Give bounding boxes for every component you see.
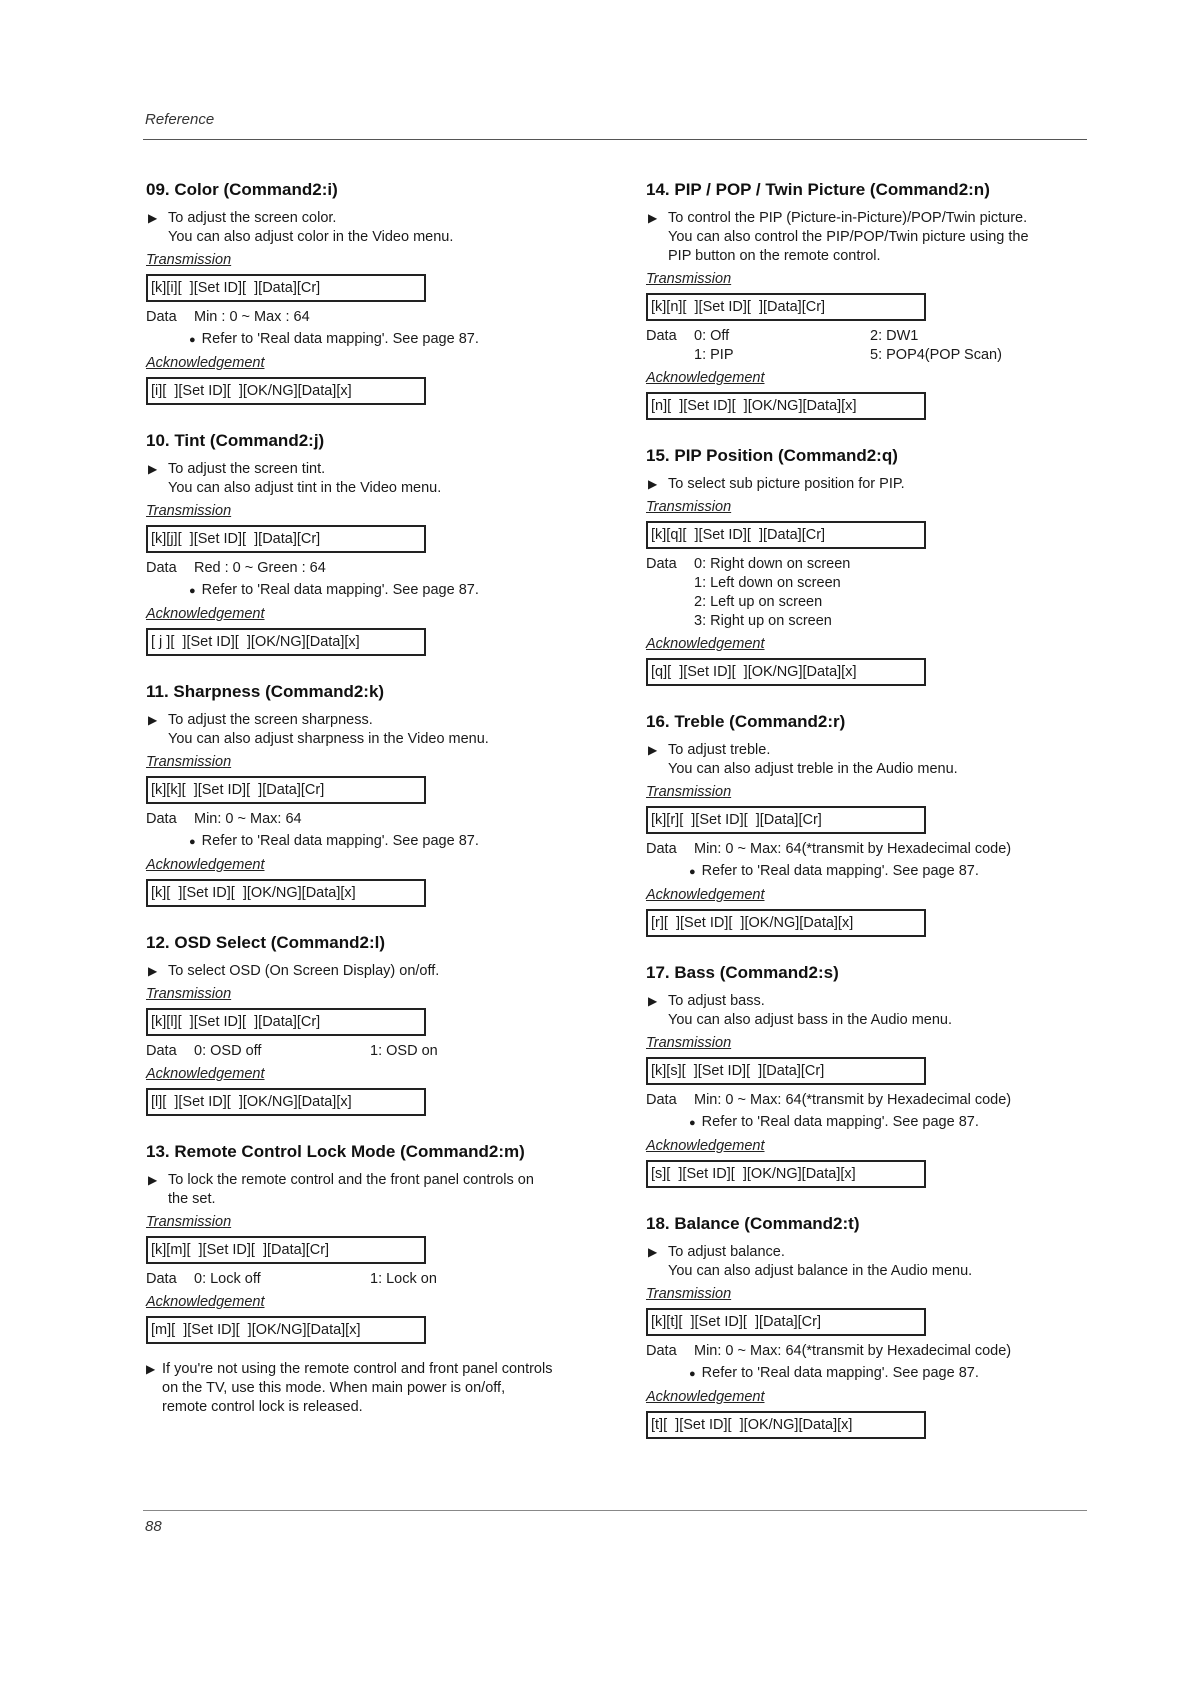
data-value: 0: OSD off — [194, 1043, 262, 1059]
transmission-box: [k][n][ ][Set ID][ ][Data][Cr] — [646, 293, 926, 321]
section-description — [646, 992, 1106, 1030]
left-column — [146, 180, 606, 1443]
transmission-label: Transmission — [146, 986, 232, 1002]
note-text: Refer to 'Real data mapping'. See page 87. — [701, 1365, 979, 1381]
desc-line: To select OSD (On Screen Display) on/off. — [168, 963, 440, 979]
desc-line: the set. — [168, 1191, 216, 1207]
section-title: 18. Balance (Command2:t) — [646, 1214, 860, 1233]
note-text: Refer to 'Real data mapping'. See page 87. — [201, 582, 479, 598]
desc-line: To adjust bass. — [668, 993, 765, 1009]
transmission-box: [k][r][ ][Set ID][ ][Data][Cr] — [646, 806, 926, 834]
section-header: Reference — [145, 111, 215, 128]
data-lead: Data — [646, 328, 677, 344]
bullet-icon: ● — [189, 836, 196, 848]
desc-line: To adjust the screen tint. — [168, 461, 326, 477]
note — [646, 1364, 1106, 1384]
note — [646, 862, 1106, 882]
bullet-icon: ● — [689, 866, 696, 878]
arrow-right-icon: ▶ — [148, 462, 158, 476]
section-bass — [646, 963, 1106, 1188]
section-description — [646, 475, 1106, 494]
data-row — [146, 1042, 606, 1061]
data-row — [646, 1091, 1106, 1110]
data-lead: Data — [646, 556, 677, 572]
data-lead: Data — [146, 1043, 177, 1059]
data-row — [146, 1270, 606, 1289]
section-description — [146, 711, 606, 749]
data-value: Min: 0 ~ Max: 64(*transmit by Hexadecimal code) — [694, 841, 1012, 857]
section-title: 17. Bass (Command2:s) — [646, 963, 839, 982]
section-title: 14. PIP / POP / Twin Picture (Command2:n) — [646, 180, 990, 199]
desc-line: You can also control the PIP/POP/Twin picture using the — [668, 229, 1029, 245]
section-pip-position — [646, 446, 1106, 686]
ack-label: Acknowledgement — [646, 370, 765, 386]
data-value: 2: DW1 — [870, 328, 919, 344]
desc-line: PIP button on the remote control. — [668, 248, 881, 264]
data-value: Min: 0 ~ Max: 64 — [194, 811, 302, 827]
transmission-box: [k][q][ ][Set ID][ ][Data][Cr] — [646, 521, 926, 549]
section-description — [146, 962, 606, 981]
footer-rule — [143, 1510, 1087, 1511]
data-value: Min: 0 ~ Max: 64(*transmit by Hexadecimal code) — [694, 1092, 1012, 1108]
ack-label: Acknowledgement — [146, 1066, 265, 1082]
section-description — [646, 209, 1106, 266]
transmission-box: [k][l][ ][Set ID][ ][Data][Cr] — [146, 1008, 426, 1036]
data-value: 3: Right up on screen — [694, 613, 832, 629]
section-sharpness — [146, 682, 606, 907]
note — [646, 1113, 1106, 1133]
section-title: 15. PIP Position (Command2:q) — [646, 446, 898, 465]
section-title: 11. Sharpness (Command2:k) — [146, 682, 385, 701]
data-lead: Data — [146, 309, 177, 325]
note-text: Refer to 'Real data mapping'. See page 87. — [201, 331, 479, 347]
data-value: 1: Left down on screen — [694, 575, 841, 591]
section-osd-select — [146, 933, 606, 1116]
ack-label: Acknowledgement — [646, 1138, 765, 1154]
ack-box: [i][ ][Set ID][ ][OK/NG][Data][x] — [146, 377, 426, 405]
ack-label: Acknowledgement — [146, 857, 265, 873]
desc-line: To adjust balance. — [668, 1244, 785, 1260]
data-value: Red : 0 ~ Green : 64 — [194, 560, 326, 576]
ack-box: [l][ ][Set ID][ ][OK/NG][Data][x] — [146, 1088, 426, 1116]
ack-box: [r][ ][Set ID][ ][OK/NG][Data][x] — [646, 909, 926, 937]
note — [146, 832, 606, 852]
right-column — [646, 180, 1106, 1465]
transmission-label: Transmission — [646, 499, 732, 515]
section-remote-lock — [146, 1142, 606, 1417]
desc-line: You can also adjust treble in the Audio menu. — [668, 761, 958, 777]
section-description — [646, 741, 1106, 779]
note — [146, 330, 606, 350]
desc-line: To select sub picture position for PIP. — [668, 476, 905, 492]
section-description — [146, 1171, 606, 1209]
transmission-label: Transmission — [146, 252, 232, 268]
transmission-label: Transmission — [146, 503, 232, 519]
arrow-right-icon: ▶ — [148, 211, 158, 225]
data-value: 2: Left up on screen — [694, 594, 823, 610]
ack-label: Acknowledgement — [146, 355, 265, 371]
desc-line: To adjust treble. — [668, 742, 771, 758]
desc-line: You can also adjust tint in the Video menu. — [168, 480, 442, 496]
transmission-label: Transmission — [646, 1035, 732, 1051]
data-row — [646, 840, 1106, 859]
arrow-right-icon: ▶ — [148, 964, 158, 978]
data-value: 1: OSD on — [370, 1043, 438, 1059]
ack-box: [k][ ][Set ID][ ][OK/NG][Data][x] — [146, 879, 426, 907]
data-value: Min: 0 ~ Max: 64(*transmit by Hexadecimal code) — [694, 1343, 1012, 1359]
data-lead: Data — [146, 1271, 177, 1287]
transmission-box: [k][m][ ][Set ID][ ][Data][Cr] — [146, 1236, 426, 1264]
transmission-label: Transmission — [646, 271, 732, 287]
final-note — [146, 1360, 606, 1417]
bullet-icon: ● — [689, 1368, 696, 1380]
transmission-label: Transmission — [646, 1286, 732, 1302]
arrow-right-icon: ▶ — [648, 743, 658, 757]
section-title: 10. Tint (Command2:j) — [146, 431, 325, 450]
data-row — [646, 555, 1106, 574]
ack-box: [m][ ][Set ID][ ][OK/NG][Data][x] — [146, 1316, 426, 1344]
arrow-right-icon: ▶ — [648, 1245, 658, 1259]
page-number: 88 — [145, 1518, 162, 1535]
ack-label: Acknowledgement — [146, 1294, 265, 1310]
desc-line: You can also adjust bass in the Audio menu. — [668, 1012, 953, 1028]
desc-line: To control the PIP (Picture-in-Picture)/POP/Twin picture. — [668, 210, 1028, 226]
desc-line: You can also adjust sharpness in the Video menu. — [168, 731, 489, 747]
section-balance — [646, 1214, 1106, 1439]
bullet-icon: ● — [189, 334, 196, 346]
data-value: Min : 0 ~ Max : 64 — [194, 309, 310, 325]
header-rule — [143, 139, 1087, 140]
section-title: 16. Treble (Command2:r) — [646, 712, 846, 731]
section-description — [146, 460, 606, 498]
note-line: If you're not using the remote control and front panel controls — [162, 1361, 553, 1377]
data-row — [146, 308, 606, 327]
arrow-right-icon: ▶ — [648, 211, 658, 225]
section-description — [646, 1243, 1106, 1281]
desc-line: To adjust the screen sharpness. — [168, 712, 373, 728]
ack-label: Acknowledgement — [646, 887, 765, 903]
ack-box: [n][ ][Set ID][ ][OK/NG][Data][x] — [646, 392, 926, 420]
note-line: on the TV, use this mode. When main power is on/off, — [162, 1380, 506, 1396]
data-value: 0: Right down on screen — [694, 556, 851, 572]
transmission-label: Transmission — [146, 754, 232, 770]
data-row — [646, 327, 1106, 346]
data-row — [646, 1342, 1106, 1361]
desc-line: To lock the remote control and the front panel controls on — [168, 1172, 534, 1188]
note-text: Refer to 'Real data mapping'. See page 87. — [201, 833, 479, 849]
arrow-right-icon: ▶ — [648, 477, 658, 491]
section-treble — [646, 712, 1106, 937]
transmission-box: [k][k][ ][Set ID][ ][Data][Cr] — [146, 776, 426, 804]
section-color — [146, 180, 606, 405]
section-description — [146, 209, 606, 247]
section-title: 09. Color (Command2:i) — [146, 180, 338, 199]
data-lead: Data — [146, 811, 177, 827]
ack-label: Acknowledgement — [646, 636, 765, 652]
desc-line: To adjust the screen color. — [168, 210, 337, 226]
arrow-right-icon: ▶ — [148, 1173, 158, 1187]
data-value: 1: PIP — [694, 347, 734, 363]
data-lead: Data — [146, 560, 177, 576]
data-lead: Data — [646, 1092, 677, 1108]
ack-box: [q][ ][Set ID][ ][OK/NG][Data][x] — [646, 658, 926, 686]
desc-line: You can also adjust balance in the Audio menu. — [668, 1263, 973, 1279]
section-tint — [146, 431, 606, 656]
ack-box: [ j ][ ][Set ID][ ][OK/NG][Data][x] — [146, 628, 426, 656]
transmission-box: [k][i][ ][Set ID][ ][Data][Cr] — [146, 274, 426, 302]
note-text: Refer to 'Real data mapping'. See page 87. — [701, 863, 979, 879]
data-value: 0: Lock off — [194, 1271, 261, 1287]
section-pip-pop-twin — [646, 180, 1106, 420]
data-value: 5: POP4(POP Scan) — [870, 347, 1002, 363]
transmission-box: [k][t][ ][Set ID][ ][Data][Cr] — [646, 1308, 926, 1336]
section-title: 12. OSD Select (Command2:l) — [146, 933, 386, 952]
transmission-label: Transmission — [646, 784, 732, 800]
arrow-right-icon: ▶ — [148, 713, 158, 727]
bullet-icon: ● — [689, 1117, 696, 1129]
note — [146, 581, 606, 601]
bullet-icon: ● — [189, 585, 196, 597]
ack-box: [s][ ][Set ID][ ][OK/NG][Data][x] — [646, 1160, 926, 1188]
data-lead: Data — [646, 1343, 677, 1359]
transmission-box: [k][s][ ][Set ID][ ][Data][Cr] — [646, 1057, 926, 1085]
section-title: 13. Remote Control Lock Mode (Command2:m) — [146, 1142, 525, 1161]
data-row — [646, 346, 1106, 365]
note-text: Refer to 'Real data mapping'. See page 87. — [701, 1114, 979, 1130]
desc-line: You can also adjust color in the Video menu. — [168, 229, 454, 245]
data-value: 0: Off — [694, 328, 730, 344]
arrow-right-icon: ▶ — [648, 994, 658, 1008]
note-line: remote control lock is released. — [162, 1399, 363, 1415]
data-value: 1: Lock on — [370, 1271, 437, 1287]
data-lead: Data — [646, 841, 677, 857]
transmission-label: Transmission — [146, 1214, 232, 1230]
data-row — [146, 810, 606, 829]
ack-label: Acknowledgement — [646, 1389, 765, 1405]
transmission-box: [k][j][ ][Set ID][ ][Data][Cr] — [146, 525, 426, 553]
ack-box: [t][ ][Set ID][ ][OK/NG][Data][x] — [646, 1411, 926, 1439]
data-row — [146, 559, 606, 578]
ack-label: Acknowledgement — [146, 606, 265, 622]
arrow-right-icon: ▶ — [146, 1362, 156, 1376]
